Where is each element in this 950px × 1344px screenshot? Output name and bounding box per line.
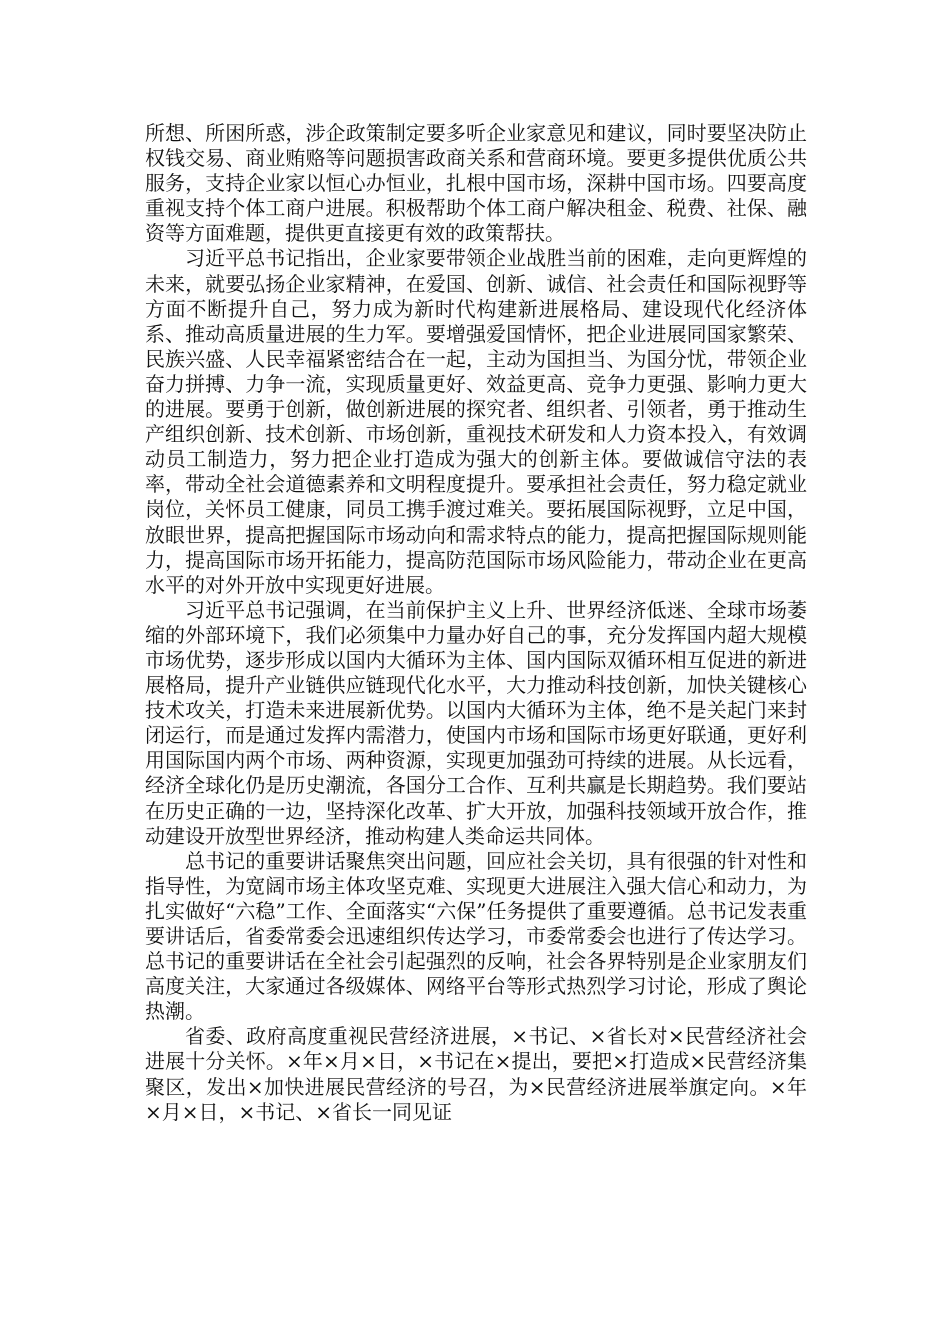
- paragraph-3: 习近平总书记强调，在当前保护主义上升、世界经济低迷、全球市场萎缩的外部环境下，我们必须集中力量办好自己的事，充分发挥国内超大规模市场优势，逐步形成以国内大循环为主体、国内国际双循环相互促进的新进展格局，提升产业链供应链现代化水平，大力推动科技创新，加快关键核心技术攻关，打造未来进展新优势。以国内大循环为主体，绝不是关起门来封闭运行，而是通过发挥内需潜力，使国内市场和国际市场更好联通，更好利用国际国内两个市场、两种资源，实现更加强劲可持续的进展。从长远看，经济全球化仍是历史潮流，各国分工合作、互利共赢是长期趋势。我们要站在历史正确的一边，坚持深化改革、扩大开放，加强科技领域开放合作，推动建设开放型世界经济，推动构建人类命运共同体。: [145, 597, 807, 848]
- paragraph-1: 所想、所困所惑，涉企政策制定要多听企业家意见和建议，同时要坚决防止权钱交易、商业贿赂等问题损害政商关系和营商环境。要更多提供优质公共服务，支持企业家以恒心办恒业，扎根中国市场，深耕中国市场。四要高度重视支持个体工商户进展。积极帮助个体工商户解决租金、税费、社保、融资等方面难题，提供更直接更有效的政策帮扶。: [145, 121, 807, 246]
- paragraph-2: 习近平总书记指出，企业家要带领企业战胜当前的困难，走向更辉煌的未来，就要弘扬企业家精神，在爱国、创新、诚信、社会责任和国际视野等方面不断提升自己，努力成为新时代构建新进展格局、建设现代化经济体系、推动高质量进展的生力军。要增强爱国情怀，把企业进展同国家繁荣、民族兴盛、人民幸福紧密结合在一起，主动为国担当、为国分忧，带领企业奋力拼搏、力争一流，实现质量更好、效益更高、竞争力更强、影响力更大的进展。要勇于创新，做创新进展的探究者、组织者、引领者，勇于推动生产组织创新、技术创新、市场创新，重视技术研发和人力资本投入，有效调动员工制造力，努力把企业打造成为强大的创新主体。要做诚信守法的表率，带动全社会道德素养和文明程度提升。要承担社会责任，努力稳定就业岗位，关怀员工健康，同员工携手渡过难关。要拓展国际视野，立足中国，放眼世界，提高把握国际市场动向和需求特点的能力，提高把握国际规则能力，提高国际市场开拓能力，提高防范国际市场风险能力，带动企业在更高水平的对外开放中实现更好进展。: [145, 246, 807, 597]
- document-page: [145, 121, 807, 1125]
- paragraph-4: 总书记的重要讲话聚焦突出问题，回应社会关切，具有很强的针对性和指导性，为宽阔市场主体攻坚克难、实现更大进展注入强大信心和动力，为扎实做好“六稳”工作、全面落实“六保”任务提供了重要遵循。总书记发表重要讲话后，省委常委会迅速组织传达学习，市委常委会也进行了传达学习。总书记的重要讲话在全社会引起强烈的反响，社会各界特别是企业家朋友们高度关注，大家通过各级媒体、网络平台等形式热烈学习讨论，形成了舆论热潮。: [145, 848, 807, 1024]
- paragraph-5: 省委、政府高度重视民营经济进展，×书记、×省长对×民营经济社会进展十分关怀。×年×月×日，×书记在×提出，要把×打造成×民营经济集聚区，发出×加快进展民营经济的号召，为×民营经济进展举旗定向。×年×月×日，×书记、×省长一同见证: [145, 1024, 807, 1124]
